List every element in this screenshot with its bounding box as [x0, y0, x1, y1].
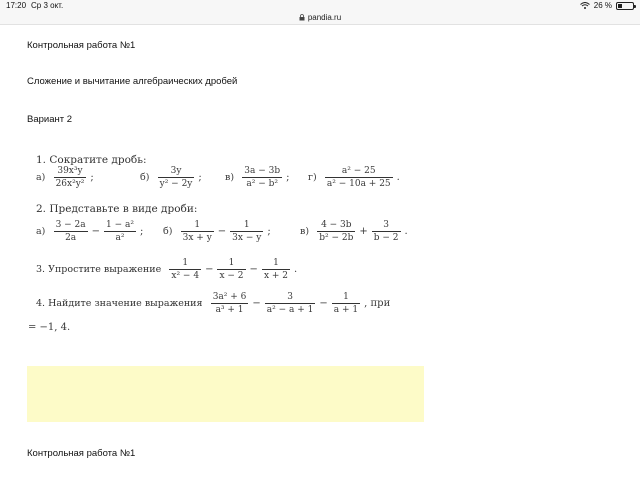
q3-n1: 1	[169, 258, 201, 270]
url-text: pandia.ru	[307, 13, 342, 22]
q1-d-tail: .	[396, 172, 400, 183]
q1-c-den: a² − b²	[246, 179, 278, 189]
q2-b-label: б)	[163, 226, 173, 237]
q1-d-label: г)	[308, 172, 317, 183]
q4-n2: 3	[265, 292, 316, 304]
status-date: Ср 3 окт.	[31, 1, 64, 10]
q1-item-b	[140, 166, 205, 189]
q1-c-fraction	[242, 166, 282, 189]
q2-item-c	[300, 220, 411, 243]
q2-a-op: −	[91, 226, 101, 237]
q2-item-b	[163, 220, 274, 243]
q2-c-n1: 4 − 3b	[317, 220, 355, 232]
page-subtitle: Сложение и вычитание алгебраических дробей	[27, 76, 238, 87]
q2-b-n1: 1	[181, 220, 214, 232]
q2-c-frac1	[317, 220, 355, 243]
q1-d-fraction	[325, 166, 393, 189]
q3-line	[36, 258, 300, 281]
q4-d2: a² − a + 1	[266, 305, 314, 315]
q2-item-a	[36, 220, 146, 243]
q4-line2: = −1, 4.	[28, 322, 71, 333]
q1-heading: 1. Сократите дробь:	[36, 154, 147, 166]
q2-a-n2: 1 − a²	[106, 220, 135, 230]
q4-line	[36, 292, 393, 315]
q1-b-tail: ;	[198, 172, 202, 183]
battery-percent: 26 %	[593, 1, 612, 10]
battery-icon	[616, 2, 634, 10]
q1-b-fraction	[158, 166, 195, 189]
q1-b-num: 3y	[158, 166, 195, 178]
q1-d-num: a² − 25	[325, 166, 393, 178]
q4-tail: , при	[364, 298, 391, 309]
q2-c-tail: .	[404, 226, 408, 237]
q2-a-frac2	[104, 220, 136, 243]
q3-op2: −	[249, 264, 258, 275]
q4-d1: a³ + 1	[215, 305, 244, 315]
variant-label: Вариант 2	[27, 114, 73, 125]
q1-b-label: б)	[140, 172, 150, 183]
q2-a-n1: 3 − 2a	[55, 220, 86, 230]
q2-a-label: а)	[36, 226, 46, 237]
q3-frac1	[169, 258, 201, 281]
address-bar[interactable]	[0, 11, 640, 25]
q4-n3: 1	[332, 292, 360, 304]
q4-frac3	[332, 292, 360, 315]
q3-n2: 1	[217, 258, 245, 270]
q1-a-fraction	[54, 166, 87, 189]
q3-heading: 3. Упростите выражение	[36, 264, 162, 275]
q2-b-frac1	[181, 220, 214, 243]
q2-c-n2: 3	[372, 220, 401, 232]
q3-tail: .	[294, 264, 298, 275]
q1-item-d	[308, 166, 403, 189]
q1-a-num: 39x³y	[54, 166, 87, 178]
q4-frac2	[265, 292, 316, 315]
q2-b-tail: ;	[267, 226, 271, 237]
q3-frac3	[262, 258, 290, 281]
q2-b-op: −	[217, 226, 227, 237]
q2-a-d2: a²	[115, 233, 125, 243]
q2-b-n2: 1	[230, 220, 263, 232]
status-right	[580, 0, 634, 11]
q1-item-a	[36, 166, 97, 189]
lock-icon	[299, 14, 305, 21]
status-bar	[0, 0, 640, 11]
footer-title: Контрольная работа №1	[27, 448, 136, 459]
q4-op1: −	[252, 298, 261, 309]
q2-c-d2: b − 2	[373, 233, 399, 243]
wifi-icon	[580, 2, 590, 9]
q1-b-den: y² − 2y	[159, 179, 193, 189]
ad-placeholder	[27, 366, 424, 422]
q4-frac1	[211, 292, 249, 315]
q1-item-c	[225, 166, 292, 189]
q2-c-d1: b² − 2b	[319, 233, 354, 243]
page-title: Контрольная работа №1	[27, 40, 136, 51]
q4-d3: a + 1	[333, 305, 359, 315]
q1-c-label: в)	[225, 172, 235, 183]
q3-n3: 1	[262, 258, 290, 270]
q1-c-num: 3a − 3b	[244, 166, 281, 176]
q2-c-label: в)	[300, 226, 310, 237]
q2-heading: 2. Представьте в виде дроби:	[36, 203, 198, 215]
q3-frac2	[217, 258, 245, 281]
q3-d1: x² − 4	[171, 271, 200, 281]
battery-fill	[618, 4, 622, 8]
q2-c-op: +	[359, 226, 368, 237]
q2-a-d1: 2a	[65, 233, 77, 243]
q3-d3: x + 2	[263, 271, 289, 281]
q1-a-den: 26x²y²	[55, 179, 85, 189]
q2-a-tail: ;	[140, 226, 144, 237]
q2-b-d1: 3x + y	[182, 233, 212, 243]
worksheet-image	[28, 150, 428, 340]
q1-c-tail: ;	[286, 172, 290, 183]
q3-d2: x − 2	[219, 271, 244, 281]
q4-op2: −	[319, 298, 328, 309]
q2-b-d2: 3x − y	[232, 233, 262, 243]
q2-c-frac2	[372, 220, 401, 243]
q1-d-den: a² − 10a + 25	[326, 179, 391, 189]
status-time: 17:20	[6, 1, 27, 10]
q1-a-label: а)	[36, 172, 46, 183]
q4-n1: 3a² + 6	[212, 292, 247, 302]
q2-a-frac1	[54, 220, 88, 243]
q1-a-tail: ;	[90, 172, 94, 183]
q2-b-frac2	[230, 220, 263, 243]
q3-op1: −	[205, 264, 214, 275]
q4-heading: 4. Найдите значение выражения	[36, 298, 203, 309]
